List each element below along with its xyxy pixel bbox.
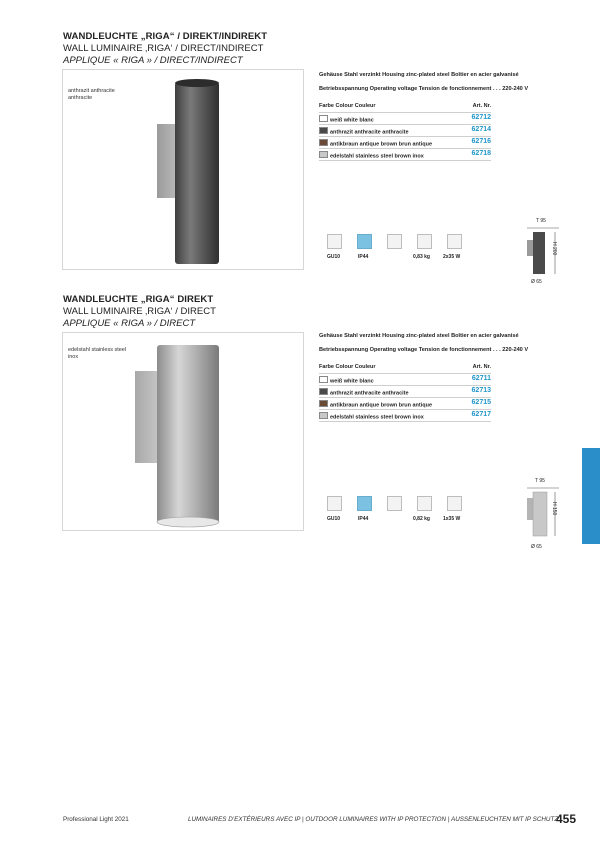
table-row: anthrazit anthracite anthracite 62714 bbox=[319, 125, 491, 137]
product-2-title-fr: APPLIQUE « RIGA » / DIRECT bbox=[63, 318, 196, 329]
article-number: 62717 bbox=[471, 411, 491, 418]
dimension-depth: T 95 bbox=[535, 478, 545, 484]
table-row: edelstahl stainless steel brown inox 62718 bbox=[319, 149, 491, 161]
table-row: weiß white blanc 62712 bbox=[319, 113, 491, 125]
color-swatch bbox=[319, 151, 328, 158]
product-2-dimension-drawing bbox=[515, 486, 565, 542]
protection-class-icon bbox=[387, 496, 402, 511]
product-1-dimension-drawing bbox=[515, 226, 565, 278]
icon-label-ip: IP44 bbox=[358, 254, 369, 260]
icon-label-weight: 0,82 kg bbox=[413, 516, 430, 522]
dimension-diameter: Ø 65 bbox=[531, 544, 542, 550]
dimension-depth: T 95 bbox=[536, 218, 546, 224]
dimension-height: H 200 bbox=[551, 242, 557, 256]
color-swatch bbox=[319, 376, 328, 383]
table-header: Farbe Colour Couleur Art. Nr. bbox=[319, 101, 491, 113]
gu10-socket-icon bbox=[327, 496, 342, 511]
product-2-title-en: WALL LUMINAIRE ‚RIGA‘ / DIRECT bbox=[63, 306, 216, 317]
article-number: 62716 bbox=[471, 138, 491, 145]
bulb-icon bbox=[447, 234, 462, 249]
product-1-photo-frame bbox=[62, 69, 304, 270]
dimension-height: H 150 bbox=[551, 502, 557, 516]
color-swatch bbox=[319, 115, 328, 122]
color-swatch bbox=[319, 388, 328, 395]
footer-chapter-text: LUMINAIRES D’EXTÉRIEURS AVEC IP | OUTDOOR LUMINAIRES WITH IP PROTECTION | AUSSENLEUCHTEN MIT IP SCHUTZ bbox=[188, 816, 559, 823]
color-swatch bbox=[319, 139, 328, 146]
product-1-photo-label: anthrazit anthracite anthracite bbox=[68, 88, 115, 101]
article-number: 62711 bbox=[471, 375, 491, 382]
color-swatch bbox=[319, 400, 328, 407]
table-row: weiß white blanc 62711 bbox=[319, 374, 491, 386]
chapter-tab bbox=[582, 448, 600, 544]
icon-label-weight: 0,83 kg bbox=[413, 254, 430, 260]
product-1-article-table bbox=[319, 101, 491, 161]
ip44-drop-icon bbox=[357, 234, 372, 249]
color-swatch bbox=[319, 127, 328, 134]
article-number: 62714 bbox=[471, 126, 491, 133]
product-1-lamp-image bbox=[153, 70, 243, 269]
product-2-lamp-image bbox=[133, 333, 243, 530]
product-1-title-en: WALL LUMINAIRE ‚RIGA‘ / DIRECT/INDIRECT bbox=[63, 43, 264, 54]
article-number: 62713 bbox=[471, 387, 491, 394]
product-2-title-de: WANDLEUCHTE „RIGA“ DIREKT bbox=[63, 294, 214, 305]
product-1-title-fr: APPLIQUE « RIGA » / DIRECT/INDIRECT bbox=[63, 55, 243, 66]
article-number: 62718 bbox=[471, 150, 491, 157]
table-row: antikbraun antique brown brun antique 62715 bbox=[319, 398, 491, 410]
product-2-spec-voltage: Betriebsspannung Operating voltage Tension de fonctionnement . . . 220-240 V bbox=[319, 347, 529, 353]
product-1-title-de: WANDLEUCHTE „RIGA“ / DIREKT/INDIREKT bbox=[63, 31, 268, 42]
protection-class-icon bbox=[387, 234, 402, 249]
article-number: 62715 bbox=[471, 399, 491, 406]
table-header: Farbe Colour Couleur Art. Nr. bbox=[319, 362, 491, 374]
icon-label-wattage: 2x35 W bbox=[443, 254, 461, 260]
weight-icon bbox=[417, 234, 432, 249]
ip44-drop-icon bbox=[357, 496, 372, 511]
icon-label-wattage: 1x35 W bbox=[443, 516, 461, 522]
product-1-spec-voltage: Betriebsspannung Operating voltage Tension de fonctionnement . . . 220-240 V bbox=[319, 86, 529, 92]
icon-label-socket: GU10 bbox=[327, 516, 341, 522]
icon-label-ip: IP44 bbox=[358, 516, 369, 522]
table-row: edelstahl stainless steel brown inox 62717 bbox=[319, 410, 491, 422]
dimension-diameter: Ø 65 bbox=[531, 279, 542, 285]
table-row: antikbraun antique brown brun antique 62716 bbox=[319, 137, 491, 149]
product-1-spec-housing: Gehäuse Stahl verzinkt Housing zinc-plated steel Boîtier en acier galvanisé bbox=[319, 72, 519, 78]
product-2-article-table bbox=[319, 362, 491, 422]
gu10-socket-icon bbox=[327, 234, 342, 249]
product-2-photo-frame bbox=[62, 332, 304, 531]
product-2-photo-label: edelstahl stainless steel inox bbox=[68, 347, 127, 360]
article-number: 62712 bbox=[471, 114, 491, 121]
icon-label-socket: GU10 bbox=[327, 254, 341, 260]
color-swatch bbox=[319, 412, 328, 419]
footer-catalog-name: Professional Light 2021 bbox=[63, 816, 129, 823]
table-row: anthrazit anthracite anthracite 62713 bbox=[319, 386, 491, 398]
bulb-icon bbox=[447, 496, 462, 511]
product-2-spec-housing: Gehäuse Stahl verzinkt Housing zinc-plated steel Boîtier en acier galvanisé bbox=[319, 333, 519, 339]
weight-icon bbox=[417, 496, 432, 511]
page-number: 455 bbox=[556, 812, 577, 826]
